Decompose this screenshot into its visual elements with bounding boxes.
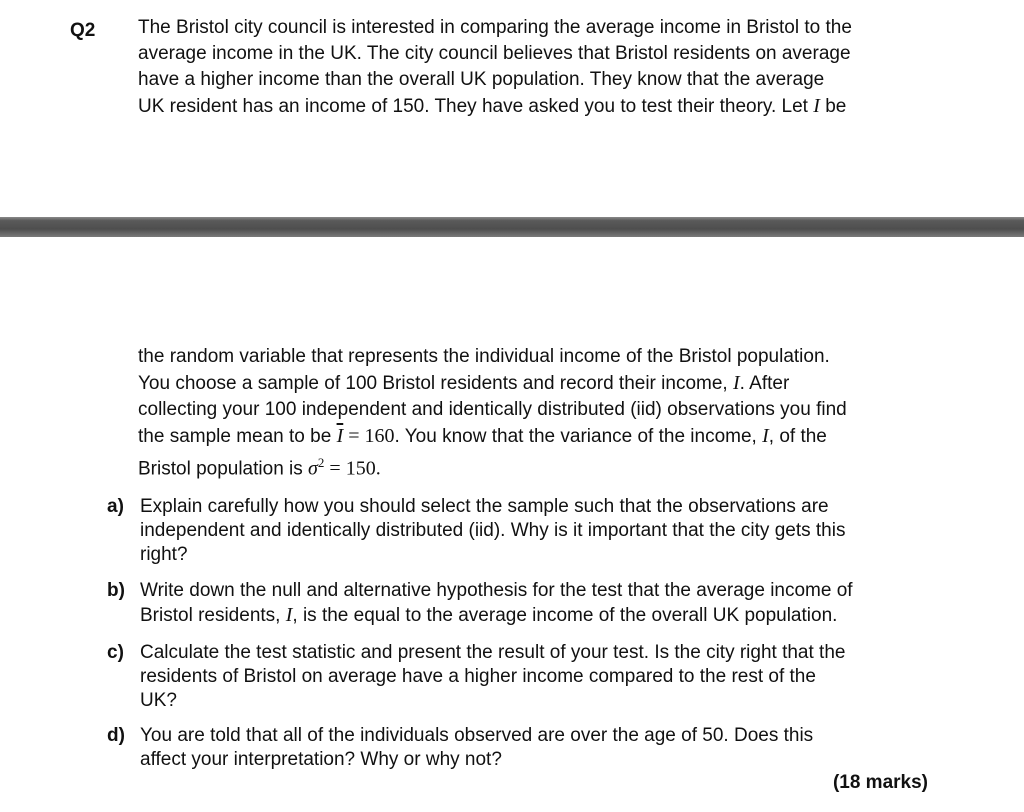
part-line: independent and identically distributed (iid). Why is it important that the city gets this	[140, 520, 846, 541]
question-number: Q2	[70, 20, 96, 41]
variance-value: = 150.	[324, 457, 381, 480]
cont-text: . After	[739, 373, 790, 394]
cont-line	[138, 450, 938, 482]
part-line: right?	[140, 544, 188, 565]
part-line	[140, 603, 940, 628]
part-line: residents of Bristol on average have a higher income compared to the rest of the	[140, 666, 816, 687]
question-continuation	[138, 344, 938, 482]
cont-text: Bristol population is	[138, 458, 309, 480]
sigma-symbol: σ	[308, 457, 318, 480]
part-d-label: d)	[107, 725, 125, 746]
intro-line: average income in the UK. The city council believes that Bristol residents on average	[138, 43, 851, 64]
cont-text: the sample mean to be	[138, 426, 337, 447]
part-d-text	[140, 724, 940, 772]
cont-text: , of the	[768, 426, 827, 447]
part-b-label: b)	[107, 580, 125, 601]
marks-total: (18 marks)	[832, 772, 928, 793]
variable-I: I	[762, 425, 769, 447]
page-separator-bar	[0, 217, 1024, 237]
part-c-text	[140, 641, 940, 713]
part-line: UK?	[140, 690, 177, 711]
cont-line: collecting your 100 independent and identically distributed (iid) observations you find	[138, 399, 847, 420]
intro-line: have a higher income than the overall UK population. They know that the average	[138, 69, 825, 90]
cont-text: You choose a sample of 100 Bristol residents and record their income,	[138, 373, 733, 394]
part-b-text	[140, 579, 940, 628]
variable-I: I	[732, 372, 740, 394]
sample-mean-value: = 160	[343, 425, 395, 447]
variable-I: I	[285, 604, 293, 626]
variable-I: I	[813, 95, 820, 117]
cont-text: . You know that the variance of the income,	[394, 426, 763, 447]
square-exponent: 2	[317, 455, 325, 470]
part-text: , is the equal to the average income of the overall UK population.	[292, 605, 838, 626]
part-line: Write down the null and alternative hypothesis for the test that the average income of	[140, 580, 853, 601]
question-intro	[138, 15, 938, 120]
part-c-label: c)	[107, 642, 124, 663]
part-line: You are told that all of the individuals observed are over the age of 50. Does this	[140, 725, 814, 746]
part-line: Calculate the test statistic and present the result of your test. Is the city right that the	[140, 642, 846, 663]
intro-text-end: be	[819, 96, 847, 117]
cont-line: the random variable that represents the individual income of the Bristol population.	[138, 346, 830, 367]
part-text: Bristol residents,	[140, 605, 286, 626]
intro-line: The Bristol city council is interested in comparing the average income in Bristol to the	[138, 17, 852, 38]
cont-line	[138, 423, 938, 450]
cont-line	[138, 370, 938, 397]
part-a-label: a)	[107, 496, 124, 517]
intro-text: UK resident has an income of 150. They have asked you to test their theory. Let	[138, 96, 814, 117]
part-line: Explain carefully how you should select the sample such that the observations are	[140, 496, 829, 517]
intro-line	[138, 93, 938, 120]
sample-mean-symbol: $\overline{I}$	[336, 425, 344, 447]
part-a-text	[140, 495, 940, 567]
part-line: affect your interpretation? Why or why not?	[140, 749, 502, 770]
